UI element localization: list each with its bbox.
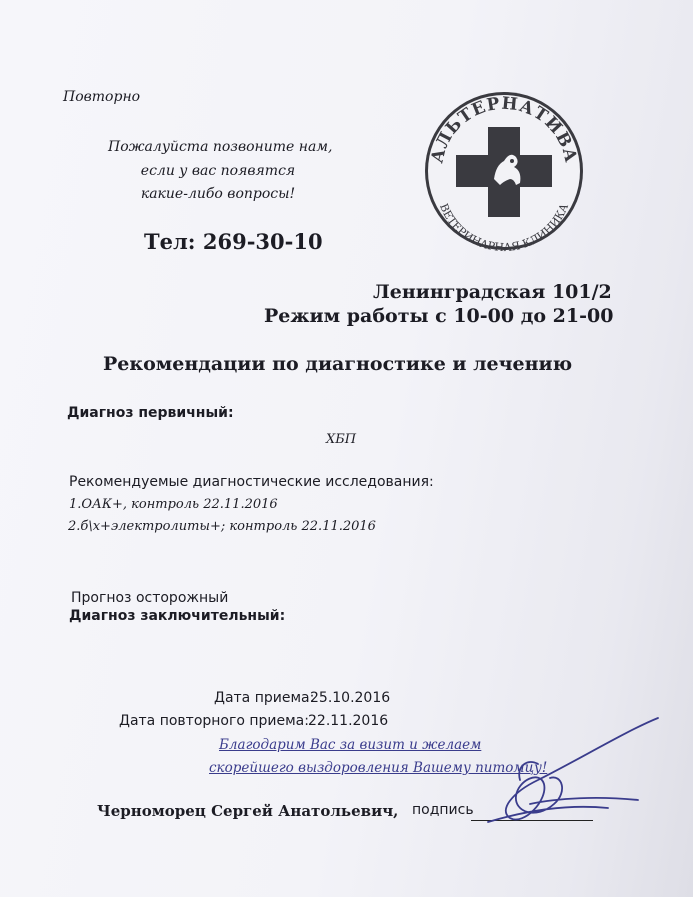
thanks-line-2: скорейшего выздоровления Вашему питомцу! — [209, 760, 548, 776]
document-title: Рекомендации по диагностике и лечению — [103, 353, 573, 375]
primary-diagnosis-label: Диагноз первичный: — [67, 405, 234, 421]
visit-date-label: Дата приема: — [214, 690, 315, 706]
visit-date-value: 25.10.2016 — [310, 690, 391, 706]
logo-top-text: АЛЬТЕРНАТИВА — [427, 93, 581, 166]
clinic-logo — [424, 87, 584, 255]
call-us-line-1: Пожалуйста позвоните нам, — [108, 139, 333, 155]
doctor-name: Черноморец Сергей Анатольевич, — [97, 802, 399, 820]
recommended-tests-label: Рекомендуемые диагностические исследования: — [69, 474, 434, 490]
prognosis-text: Прогноз осторожный — [71, 590, 229, 606]
phone-number: Тел: 269-30-10 — [144, 229, 323, 254]
final-diagnosis-label: Диагноз заключительный: — [69, 608, 286, 624]
recommended-test-item: 2.б\х+электролиты+; контроль 22.11.2016 — [68, 519, 376, 534]
recommended-test-item: 1.ОАК+, контроль 22.11.2016 — [69, 497, 278, 512]
signature-label: подпись — [412, 802, 474, 818]
revisit-date-value: 22.11.2016 — [308, 713, 389, 729]
primary-diagnosis-value: ХБП — [326, 432, 357, 447]
thanks-line-1: Благодарим Вас за визит и желаем — [219, 737, 482, 753]
clinic-address: Ленинградская 101/2 — [373, 281, 612, 303]
call-us-line-3: какие-либо вопросы! — [140, 186, 296, 202]
handwritten-signature — [458, 700, 673, 830]
clinic-hours: Режим работы с 10-00 до 21-00 — [264, 305, 614, 327]
logo-bottom-text: ВЕТЕРИНАРНАЯ КЛИНИКА — [436, 201, 572, 255]
call-us-line-2: если у вас появятся — [140, 163, 296, 179]
revisit-date-label: Дата повторного приема: — [119, 713, 309, 729]
repeat-label: Повторно — [63, 89, 141, 105]
